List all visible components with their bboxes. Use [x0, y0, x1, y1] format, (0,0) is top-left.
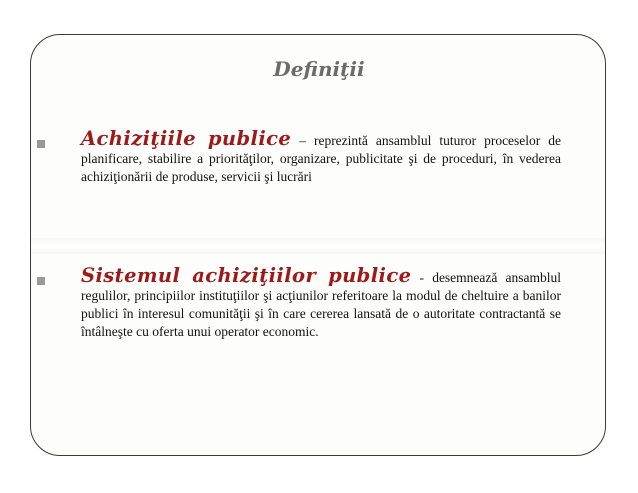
term-label-1: Achiziţiile publice [81, 127, 292, 150]
term-separator-1: – [291, 133, 314, 148]
definition-body-2: desemnează ansamblul regulilor, principiilor instituţiilor şi acţiunilor referitoare la modul de cheltuire a banilor publici în interesul comunităţii şi în care cererea lansată de o autoritate contractantă se întâlneşte cu oferta unui operator economic. [81, 270, 562, 339]
definition-body-1: reprezintă ansamblul tuturor proceselor de planificare, stabilire a priorităţilor, organizare, publicitate şi de proceduri, în vederea achiziţionării de produse, servicii şi lucrări [81, 133, 562, 184]
slide-title: Definiţii [273, 57, 365, 81]
definition-text-2 [81, 264, 562, 341]
term-separator-2: - [411, 270, 433, 285]
slide-frame [30, 34, 606, 456]
bullet-icon [37, 277, 45, 285]
divider-band [31, 238, 605, 254]
term-label-2: Sistemul achiziţiilor publice [81, 264, 412, 287]
bullet-icon [37, 140, 45, 148]
definition-text-1 [81, 127, 562, 186]
